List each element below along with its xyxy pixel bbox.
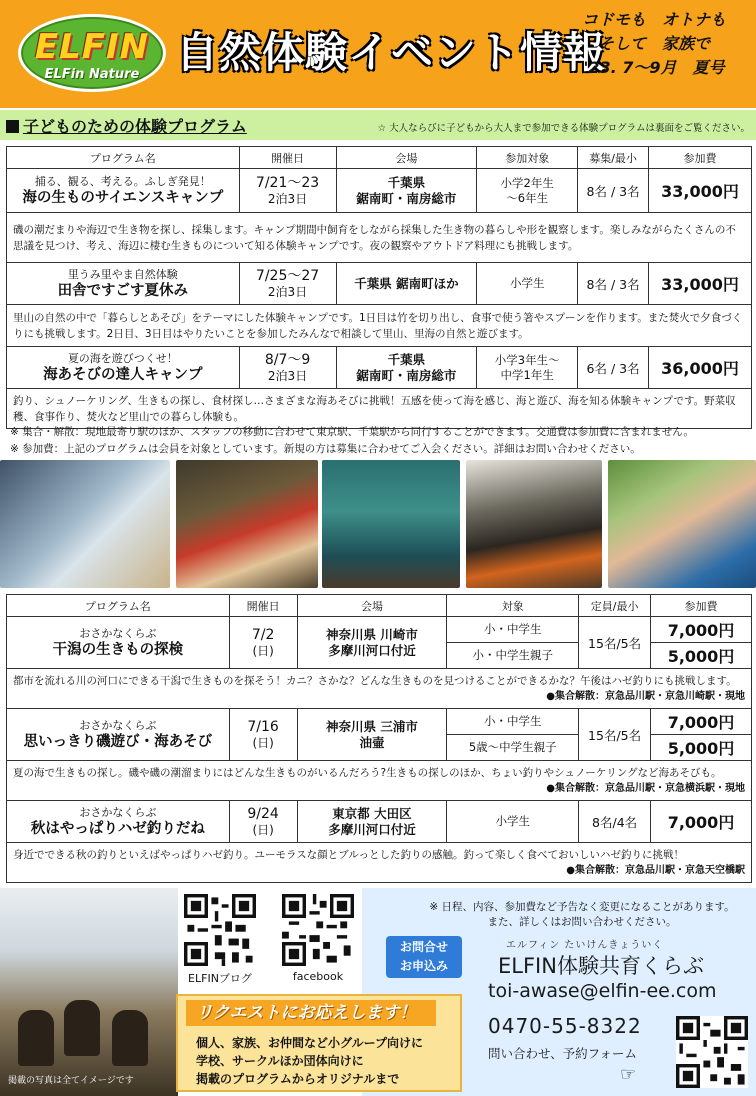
request-line1: 個人、家族、お仲間など小グループ向けに [196, 1036, 424, 1050]
col-header: 定員/最小 [579, 595, 651, 617]
description-row [7, 761, 752, 801]
target-cell: 小・中学生 [447, 709, 579, 735]
person-silhouette [64, 1000, 100, 1056]
capacity-cell: 6名 / 3名 [578, 347, 649, 389]
club-name: ELFIN体験共育くらぶ [498, 954, 704, 978]
program-date: 7/2 [251, 626, 275, 643]
kids-program-table [6, 146, 752, 429]
program-subtitle: おさかなくらぶ [79, 805, 157, 819]
request-body [196, 1034, 423, 1088]
description-row [7, 305, 752, 347]
tagline-line2: そして 家族で [597, 34, 710, 53]
qr-facebook-label: facebook [292, 970, 344, 983]
photo-strip [0, 460, 756, 590]
qr-code-icon [184, 894, 256, 966]
table-row [7, 169, 752, 213]
program-description: 都市を流れる川の河口にできる干潟で生きものを探そう！カニ？さかな？どんな生きものを見つけることができるかな？午後はハゼ釣りにも挑戦します。 [13, 674, 737, 687]
date-cell [239, 347, 336, 389]
target-cell: 小学生 [447, 801, 579, 843]
program-title: 海の生ものサイエンスキャンプ [22, 189, 224, 206]
col-header: 参加費 [649, 147, 752, 169]
pointing-hand-icon: ☞ [620, 1064, 637, 1085]
program-title: 田舎ですごす夏休み [57, 282, 189, 299]
program-subtitle: 里うみ里やま自然体験 [67, 267, 178, 281]
target-line2: ～6年生 [506, 190, 549, 205]
table-row [7, 709, 752, 735]
venue-line2: 多摩川河口付近 [328, 821, 416, 837]
description-row [7, 669, 752, 709]
table-row [7, 617, 752, 643]
fee-cell: 5,000円 [651, 643, 752, 669]
note-fee: ※ 参加費：上記のプログラムは会員を対象としています。新規の方は募集に合わせてご入会ください。詳細はお問い合わせください。 [10, 443, 641, 455]
venue-line1: 神奈川県 三浦市 [326, 718, 418, 734]
tagline [556, 8, 752, 80]
section-note: ☆ 大人ならびに子どもから大人まで参加できる体験プログラムは裏面をご覧ください。 [377, 123, 750, 134]
col-header: 参加費 [651, 595, 752, 617]
target-cell [477, 347, 578, 389]
contact-line1: お問合せ [399, 940, 448, 954]
venue-cell [297, 617, 447, 669]
fee-cell: 36,000円 [649, 347, 752, 389]
photo-kids-rocks [176, 460, 318, 588]
assembly-info: ●集合解散：京急品川駅・京急川崎駅・現地 [546, 690, 745, 702]
col-header: 開催日 [239, 147, 336, 169]
photo-caption: 掲載の写真は全てイメージです [8, 1076, 134, 1086]
date-cell [229, 709, 297, 761]
program-name-cell [7, 709, 230, 761]
photo-specimen-box [0, 460, 170, 588]
col-header: 開催日 [229, 595, 297, 617]
change-notice [412, 900, 752, 930]
footer-photo [0, 888, 178, 1096]
inquiry-form-label: 問い合わせ、予約フォーム [488, 1046, 638, 1061]
fee-cell: 7,000円 [651, 709, 752, 735]
date-cell [239, 263, 336, 305]
program-title: 干潟の生きもの探検 [52, 641, 184, 658]
elfin-logo [18, 14, 166, 92]
col-header: 会場 [297, 595, 447, 617]
program-title: 思いっきり磯遊び・海あそび [23, 733, 213, 750]
logo-sub-text: ELFin Nature [44, 67, 140, 82]
program-name-cell [7, 263, 240, 305]
program-duration: 2泊3日 [267, 284, 308, 299]
program-subtitle: 夏の海を遊びつくせ！ [67, 351, 178, 365]
contact-phone[interactable]: 0470-55-8322 [488, 1014, 642, 1038]
program-description: 里山の自然の中で「暮らしとあそび」をテーマにした体験キャンプです。1日目は竹を切り出し、食事で使う箸やスプーンを作ります。また焚火で夕食づくりにも挑戦します。2日目、3日目はやりたいことを参加したみんなで相談して里山、里海の自然と遊びます。 [7, 305, 752, 347]
photo-campfire [466, 460, 602, 588]
section-title-text: 子どものための体験プログラム [23, 117, 247, 136]
program-date: 7/16 [247, 718, 279, 735]
assembly-info: ●集合解散：京急品川駅・京急天空橋駅 [566, 864, 745, 876]
program-date: 8/7～9 [264, 351, 311, 368]
program-name-cell [7, 347, 240, 389]
target-cell: 小・中学生親子 [447, 643, 579, 669]
qr-code-form[interactable] [676, 1016, 748, 1088]
capacity-cell: 15名/5名 [579, 617, 651, 669]
section-title [6, 114, 247, 137]
table-row [7, 801, 752, 843]
target-cell [477, 169, 578, 213]
change-note-line1: ※ 日程、内容、参加費など予告なく変更になることがあります。 [429, 901, 735, 913]
col-header: 会場 [336, 147, 477, 169]
description-row [7, 843, 752, 883]
venue-cell [336, 347, 477, 389]
osakana-program-table [6, 594, 752, 883]
capacity-cell: 8名 / 3名 [578, 169, 649, 213]
program-weekday: (日) [252, 643, 274, 658]
program-date: 9/24 [247, 805, 279, 822]
club-name-reading: エルフィン たいけんきょういく [506, 940, 664, 951]
venue-cell [336, 169, 477, 213]
table-row [7, 263, 752, 305]
qr-code-blog[interactable] [184, 894, 256, 966]
col-header: プログラム名 [7, 595, 230, 617]
description-row [7, 213, 752, 263]
header-banner [0, 0, 756, 108]
capacity-cell: 8名 / 3名 [578, 263, 649, 305]
venue-line1: 千葉県 [387, 351, 426, 367]
program-duration: 2泊3日 [267, 368, 308, 383]
program-subtitle: おさかなくらぶ [79, 626, 157, 640]
contact-apply-button[interactable] [386, 936, 462, 978]
date-cell [239, 169, 336, 213]
program-title: 秋はやっぱりハゼ釣りだね [30, 820, 205, 837]
request-box [176, 994, 462, 1092]
table-row [7, 347, 752, 389]
description-row [7, 389, 752, 429]
contact-line2: お申込み [399, 959, 448, 973]
person-silhouette [18, 1010, 54, 1066]
venue-line2: 多摩川河口付近 [328, 642, 416, 658]
logo-main-text: ELFIN [34, 27, 150, 67]
program-weekday: (日) [252, 822, 274, 837]
program-title: 海あそびの達人キャンプ [43, 366, 203, 383]
target-cell [477, 263, 578, 305]
col-header: 参加対象 [477, 147, 578, 169]
fee-cell: 5,000円 [651, 735, 752, 761]
photo-kids-bath [608, 460, 756, 588]
venue-cell [297, 709, 447, 761]
venue-line1: 千葉県 [387, 174, 426, 190]
person-silhouette [112, 1010, 148, 1066]
venue-line1: 神奈川県 川崎市 [326, 626, 418, 642]
venue-line2: 鋸南町・南房総市 [356, 190, 457, 206]
table-header-row [7, 595, 752, 617]
program-description-cell [7, 761, 752, 801]
venue-cell [297, 801, 447, 843]
qr-blog-label: ELFINブログ [188, 972, 252, 985]
page-title: 自然体験イベント情報 [176, 28, 607, 77]
fee-cell: 7,000円 [651, 617, 752, 643]
program-name-cell [7, 169, 240, 213]
venue-line2: 油壷 [359, 734, 385, 750]
capacity-cell: 15名/5名 [579, 709, 651, 761]
fee-cell: 33,000円 [649, 169, 752, 213]
program-subtitle: 捕る、観る、考える。ふしぎ発見！ [34, 174, 211, 188]
contact-email-link[interactable]: toi-awase@elfin-ee.com [488, 980, 717, 1002]
program-subtitle: おさかなくらぶ [79, 718, 157, 732]
venue-line1: 東京都 大田区 [332, 805, 412, 821]
program-weekday: (日) [252, 735, 274, 750]
date-cell [229, 617, 297, 669]
tagline-line3: '23. 7～9月 夏号 [583, 58, 725, 77]
qr-code-icon [676, 1016, 748, 1088]
assembly-info: ●集合解散：京急品川駅・京急横浜駅・現地 [546, 782, 745, 794]
date-cell [229, 801, 297, 843]
table-header-row [7, 147, 752, 169]
program-description-cell [7, 669, 752, 709]
request-line2: 学校、サークルほか団体向けに [196, 1054, 364, 1068]
col-header: プログラム名 [7, 147, 240, 169]
program-date: 7/25～27 [255, 267, 320, 284]
request-title: リクエストにお応えします！ [186, 1000, 436, 1026]
fee-cell: 33,000円 [649, 263, 752, 305]
qr-code-icon [282, 894, 354, 966]
program-description: 夏の海で生きもの探し。磯や磯の潮溜まりにはどんな生きものがいるんだろう?生きもの探しのほか、ちょい釣りやシュノーケリングなど海あそびも。 [13, 766, 722, 779]
target-cell: 小・中学生 [447, 617, 579, 643]
capacity-cell: 8名/4名 [579, 801, 651, 843]
venue-cell [336, 263, 477, 305]
section-header-kids [0, 110, 756, 140]
square-bullet-icon [6, 120, 19, 133]
col-header: 募集/最小 [578, 147, 649, 169]
target-line1: 小学生 [509, 276, 545, 290]
note-assembly: ※ 集合・解散：現地最寄り駅のほか、スタッフの移動に合わせて東京駅、千葉駅から同行することができます。交通費は参加費に含まれません。 [10, 426, 694, 438]
program-name-cell [7, 801, 230, 843]
venue-line2: 鋸南町・南房総市 [356, 367, 457, 383]
target-line1: 小学3年生～ [494, 352, 560, 367]
target-line2: 中学1年生 [500, 367, 554, 382]
program-description-cell [7, 843, 752, 883]
program-name-cell [7, 617, 230, 669]
col-header: 対象 [447, 595, 579, 617]
program-description: 釣り、シュノーケリング、生きもの探し、食材探し…さまざまな海あそびに挑戦！五感を使って海を感じ、海と遊び、海を知る体験キャンプです。野菜収穫、食事作り、焚火など里山での暮らし体験も。 [7, 389, 752, 429]
program-date: 7/21～23 [255, 174, 320, 191]
target-cell: 5歳～中学生親子 [447, 735, 579, 761]
tagline-line1: コドモも オトナも [581, 10, 726, 29]
venue-line1: 千葉県 鋸南町ほか [354, 275, 459, 291]
program-duration: 2泊3日 [267, 191, 308, 206]
program-description: 磯の潮だまりや海辺で生き物を探し、採集します。キャンプ期間中飼育をしながら採集した生き物の暮らしや形を観察します。楽しみながらたくさんの不思議を見つけ、考え、海辺に棲む生きものについて知る体験キャンプです。夜の観察やアウトドア料理にも挑戦します。 [7, 213, 752, 263]
fee-cell: 7,000円 [651, 801, 752, 843]
section1-notes [10, 424, 694, 458]
request-line3: 掲載のプログラムからオリジナルまで [196, 1072, 400, 1086]
photo-jump-into-sea [322, 460, 460, 588]
change-note-line2: また、詳しくはお問い合わせください。 [487, 916, 677, 928]
target-line1: 小学2年生 [500, 175, 554, 190]
qr-code-facebook[interactable] [282, 894, 354, 966]
program-description: 身近でできる秋の釣りといえばやっぱりハゼ釣り。ユーモラスな顔とブルっとした釣りの感触。釣って楽しく食べておいしいハゼ釣りに挑戦！ [13, 848, 684, 861]
